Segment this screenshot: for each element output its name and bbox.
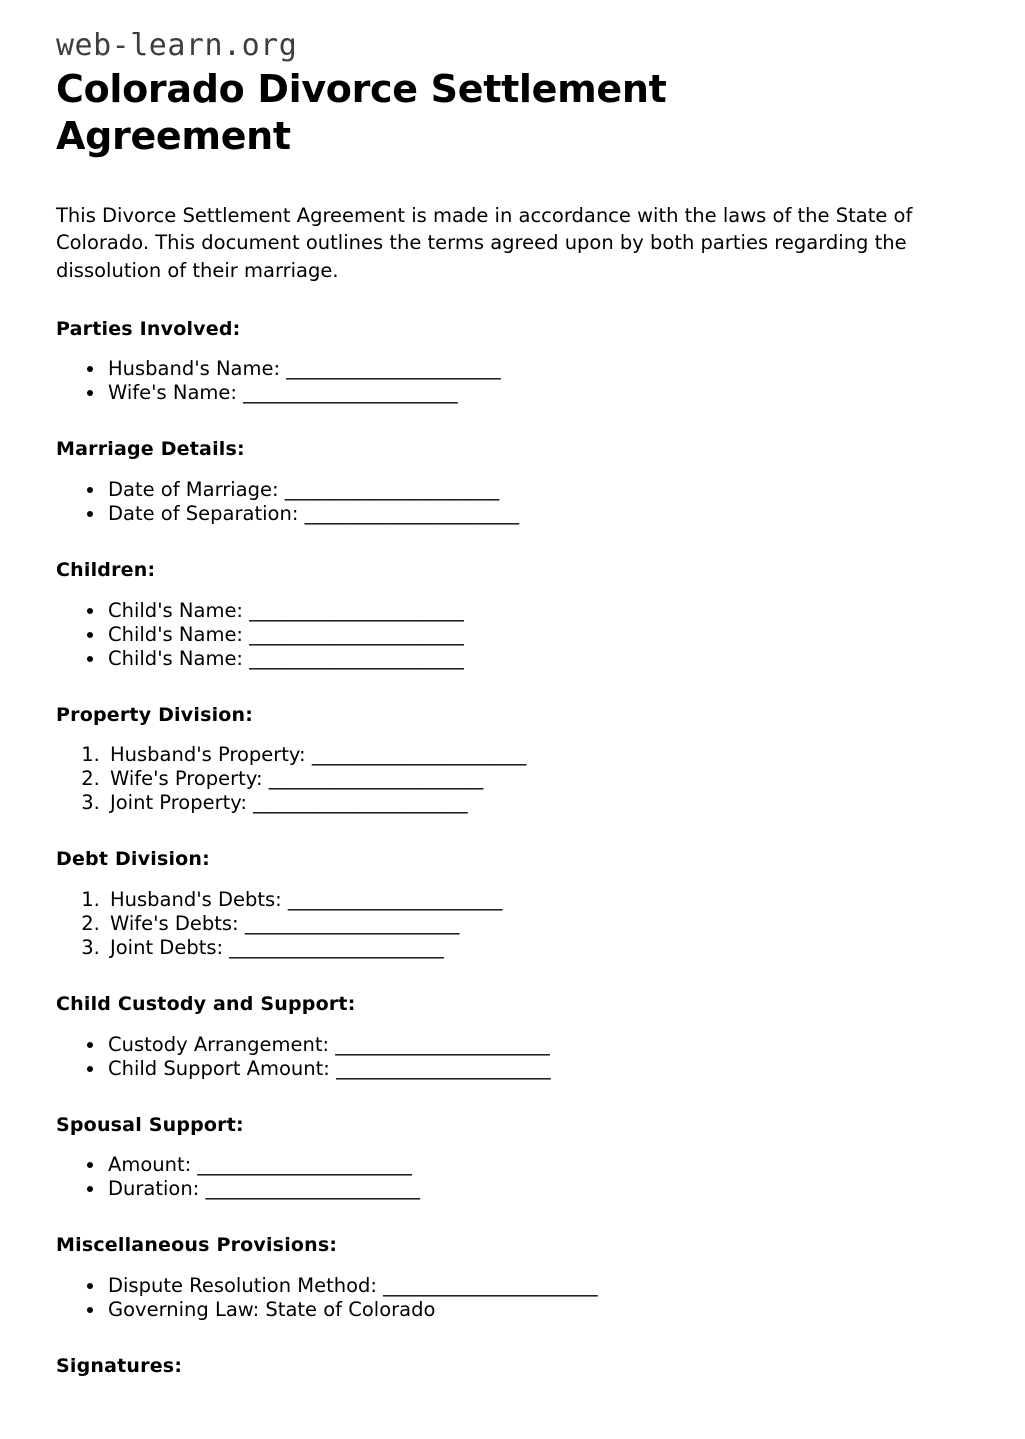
section-heading: Spousal Support: — [56, 1113, 244, 1136]
intro-paragraph: This Divorce Settlement Agreement is made in accordance with the laws of the State of Colorado. This document outlines the terms agreed upon by both parties regarding the dissolution of their marriage. — [56, 203, 913, 283]
section-heading: Debt Division: — [56, 848, 210, 871]
sections-container — [56, 317, 938, 1379]
list-item: • Child's Name: ______________________ — [106, 647, 938, 671]
section-heading: Property Division: — [56, 703, 254, 726]
list-item: • Date of Marriage: ______________________ — [106, 478, 938, 502]
section-heading: Child Custody and Support: — [56, 993, 356, 1016]
bullet-list — [56, 357, 938, 405]
page-bottom-space — [56, 1379, 938, 1439]
section-heading: Children: — [56, 559, 156, 582]
ordered-list — [56, 743, 938, 815]
list-item: • Custody Arrangement: ______________________ — [106, 1033, 938, 1057]
site-logo: web-learn.org — [56, 28, 298, 63]
section-heading: Miscellaneous Provisions: — [56, 1234, 338, 1257]
list-item: • Governing Law: State of Colorado — [106, 1298, 938, 1322]
bullet-list — [56, 478, 938, 526]
list-item: • Date of Separation: ______________________ — [106, 502, 938, 526]
document-content — [56, 0, 938, 1439]
list-item: 2. Wife's Property: ______________________ — [106, 767, 938, 791]
section-heading: Signatures: — [56, 1354, 183, 1377]
section-heading: Parties Involved: — [56, 317, 241, 340]
list-item: 1. Husband's Debts: ______________________ — [106, 888, 938, 912]
list-item: • Wife's Name: ______________________ — [106, 381, 938, 405]
section-heading: Marriage Details: — [56, 438, 245, 461]
page-title: Colorado Divorce Settlement Agreement — [56, 66, 667, 158]
ordered-list — [56, 888, 938, 960]
list-item: 3. Joint Debts: ______________________ — [106, 936, 938, 960]
list-item: • Child's Name: ______________________ — [106, 623, 938, 647]
list-item: • Child Support Amount: ______________________ — [106, 1057, 938, 1081]
bullet-list — [56, 1153, 938, 1201]
list-item: 1. Husband's Property: ______________________ — [106, 743, 938, 767]
bullet-list — [56, 599, 938, 671]
list-item: 2. Wife's Debts: ______________________ — [106, 912, 938, 936]
list-item: • Dispute Resolution Method: ______________________ — [106, 1274, 938, 1298]
list-item: • Amount: ______________________ — [106, 1153, 938, 1177]
bullet-list — [56, 1033, 938, 1081]
list-item: 3. Joint Property: ______________________ — [106, 791, 938, 815]
list-item: • Child's Name: ______________________ — [106, 599, 938, 623]
list-item: • Husband's Name: ______________________ — [106, 357, 938, 381]
list-item: • Duration: ______________________ — [106, 1177, 938, 1201]
bullet-list — [56, 1274, 938, 1322]
